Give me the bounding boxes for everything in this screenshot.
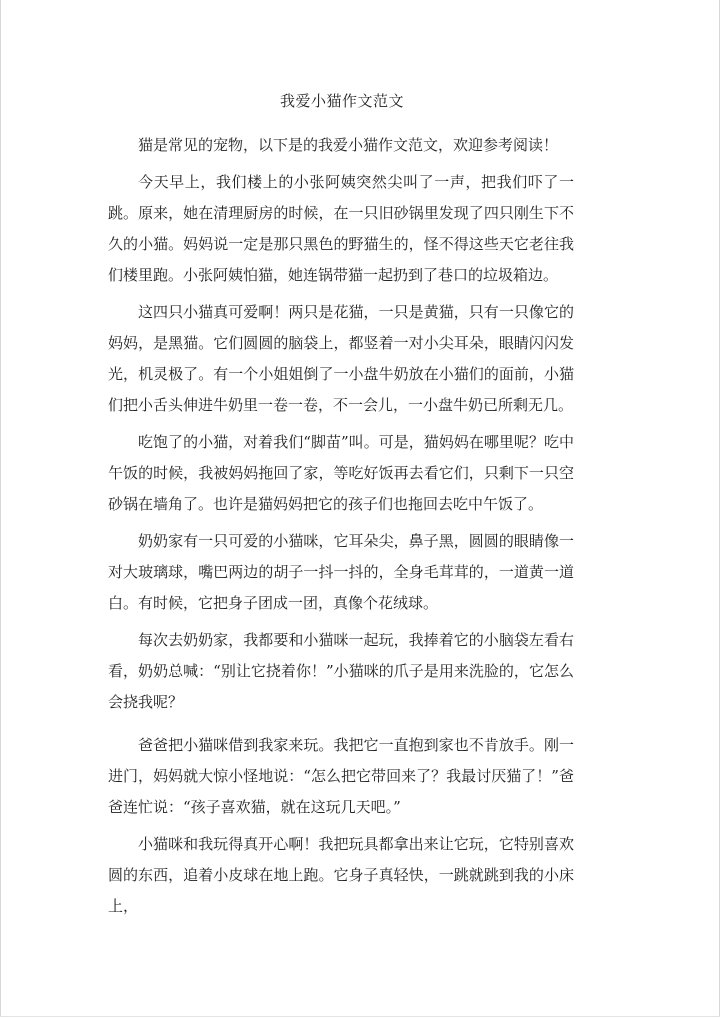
paragraph-7: 小猫咪和我玩得真开心啊！我把玩具都拿出来让它玩，它特别喜欢圆的东西，追着小皮球在地上跑。它身子真轻快，一跳就跳到我的小床上， <box>108 835 574 915</box>
paragraph-3: 吃饱了的小猫，对着我们“脚苗”叫。可是，猫妈妈在哪里呢？吃中午饭的时候，我被妈妈拖回了家，等吃好饭再去看它们，只剩下一只空砂锅在墙角了。也许是猫妈妈把它的孩子们也拖回去吃中午饭了。 <box>108 433 574 513</box>
paragraph-5: 每次去奶奶家，我都要和小猫咪一起玩，我捧着它的小脑袋左看右看，奶奶总喊：“别让它挠着你！”小猫咪的爪子是用来洗脸的，它怎么会挠我呢？ <box>108 631 574 711</box>
document-body <box>108 88 574 928</box>
paragraph-1: 今天早上，我们楼上的小张阿姨突然尖叫了一声，把我们吓了一跳。原来，她在清理厨房的时候，在一只旧砂锅里发现了四只刚生下不久的小猫。妈妈说一定是那只黑色的野猫生的，怪不得这些天它老往我们楼里跑。小张阿姨怕猫，她连锅带猫一起扔到了巷口的垃圾箱边。 <box>108 173 574 284</box>
paragraph-4: 奶奶家有一只可爱的小猫咪，它耳朵尖，鼻子黑，圆圆的眼睛像一对大玻璃球，嘴巴两边的胡子一抖一抖的，全身毛茸茸的，一道黄一道白。有时候，它把身子团成一团，真像个花绒球。 <box>108 532 574 612</box>
paragraph-intro: 猫是常见的宠物，以下是的我爱小猫作文范文，欢迎参考阅读！ <box>138 136 559 154</box>
paragraph-2: 这四只小猫真可爱啊！两只是花猫，一只是黄猫，只有一只像它的妈妈，是黑猫。它们圆圆的脑袋上，都竖着一对小尖耳朵，眼睛闪闪发光，机灵极了。有一个小姐姐倒了一小盘牛奶放在小猫们的面前，小猫们把小舌头伸进牛奶里一卷一卷，不一会儿，一小盘牛奶已所剩无几。 <box>108 303 574 414</box>
document-title: 我爱小猫作文范文 <box>279 92 404 110</box>
paragraph-6: 爸爸把小猫咪借到我家来玩。我把它一直抱到家也不肯放手。刚一进门，妈妈就大惊小怪地说：“怎么把它带回来了？我最讨厌猫了！”爸爸连忙说：“孩子喜欢猫，就在这玩几天吧。” <box>108 736 574 816</box>
